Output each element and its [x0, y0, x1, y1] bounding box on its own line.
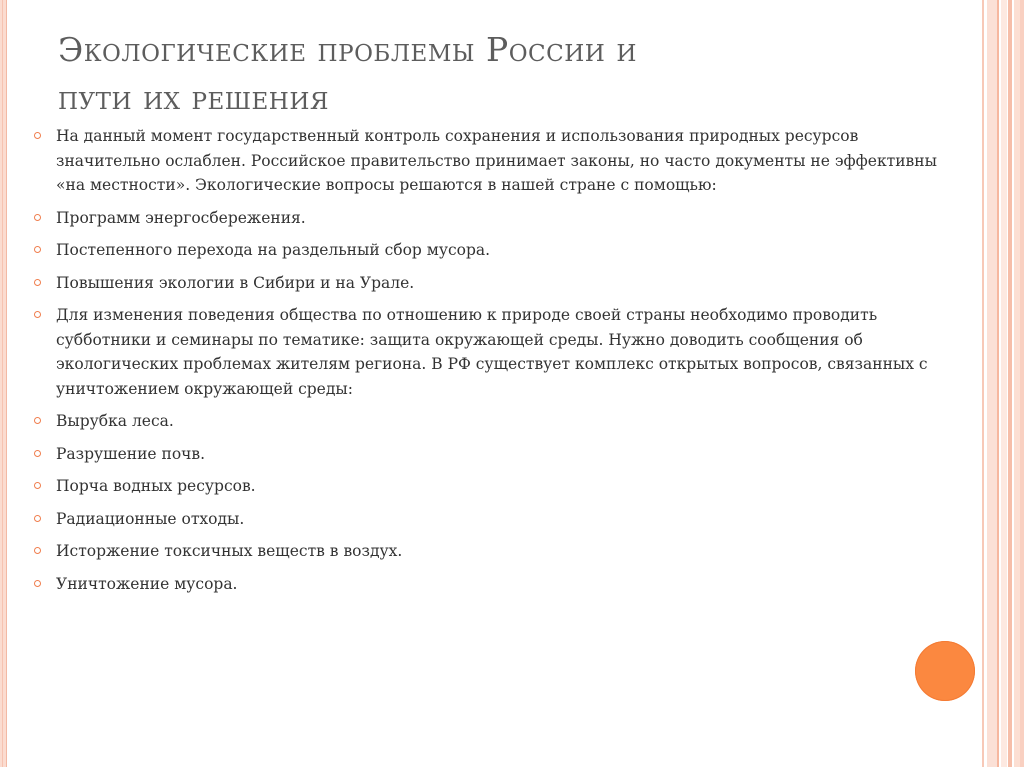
- circle-bullet-icon: [34, 547, 41, 554]
- list-item: [34, 572, 964, 597]
- list-item-text: Для изменения поведения общества по отношению к природе своей страны необходимо проводить субботники и семинары по тематике: защита окружающей среды. Нужно доводить сообщения об экологических проблемах жителям региона. В РФ существует комплекс открытых вопросов, связанных с уничтожением окружающей среды:: [56, 306, 928, 398]
- circle-bullet-icon: [34, 214, 41, 221]
- circle-bullet-icon: [34, 580, 41, 587]
- list-item: [34, 238, 964, 263]
- list-item-text: Разрушение почв.: [56, 444, 206, 463]
- circle-bullet-icon: [34, 311, 41, 318]
- stripe: [1020, 0, 1024, 767]
- title-line-1: Экологические проблемы России и: [58, 30, 637, 69]
- list-item: [34, 442, 964, 467]
- list-item: [34, 409, 964, 434]
- list-item-text: Порча водных ресурсов.: [56, 477, 256, 495]
- orange-circle-decoration: [915, 641, 975, 701]
- circle-bullet-icon: [34, 246, 41, 253]
- list-item-text: Повышения экологии в Сибири и на Урале.: [56, 273, 415, 292]
- list-item-text: Уничтожение мусора.: [56, 574, 238, 593]
- list-item: [34, 303, 964, 401]
- list-item: [34, 474, 964, 499]
- list-item-text: На данный момент государственный контроль сохранения и использования природных ресурсов значительно ослаблен. Российское правительство принимает законы, но часто документы не эффективны «на местности». Экологические вопросы решаются в нашей стране с помощью:: [56, 127, 937, 194]
- left-decorative-border: [0, 0, 7, 767]
- circle-bullet-icon: [34, 132, 41, 139]
- right-decorative-stripes: [982, 0, 1024, 767]
- circle-bullet-icon: [34, 279, 41, 286]
- list-item: [34, 271, 964, 296]
- stripe: [982, 0, 984, 767]
- list-item-text: Программ энергосбережения.: [56, 208, 306, 227]
- stripe: [1001, 0, 1007, 767]
- title-line-2: пути их решения: [58, 78, 329, 117]
- list-item-text: Радиационные отходы.: [56, 509, 245, 528]
- list-item-text: Вырубка леса.: [56, 412, 174, 430]
- circle-bullet-icon: [34, 482, 41, 489]
- list-item: [34, 507, 964, 532]
- bullet-list: [34, 124, 964, 604]
- circle-bullet-icon: [34, 450, 41, 457]
- list-item-text: Постепенного перехода на раздельный сбор мусора.: [56, 241, 491, 259]
- list-item-text: Исторжение токсичных веществ в воздух.: [56, 542, 403, 560]
- stripe: [987, 0, 997, 767]
- list-item: [34, 124, 964, 198]
- stripe: [997, 0, 999, 767]
- circle-bullet-icon: [34, 417, 41, 424]
- slide-title: [58, 26, 958, 122]
- list-item: [34, 206, 964, 231]
- circle-bullet-icon: [34, 515, 41, 522]
- stripe: [1008, 0, 1012, 767]
- list-item: [34, 539, 964, 564]
